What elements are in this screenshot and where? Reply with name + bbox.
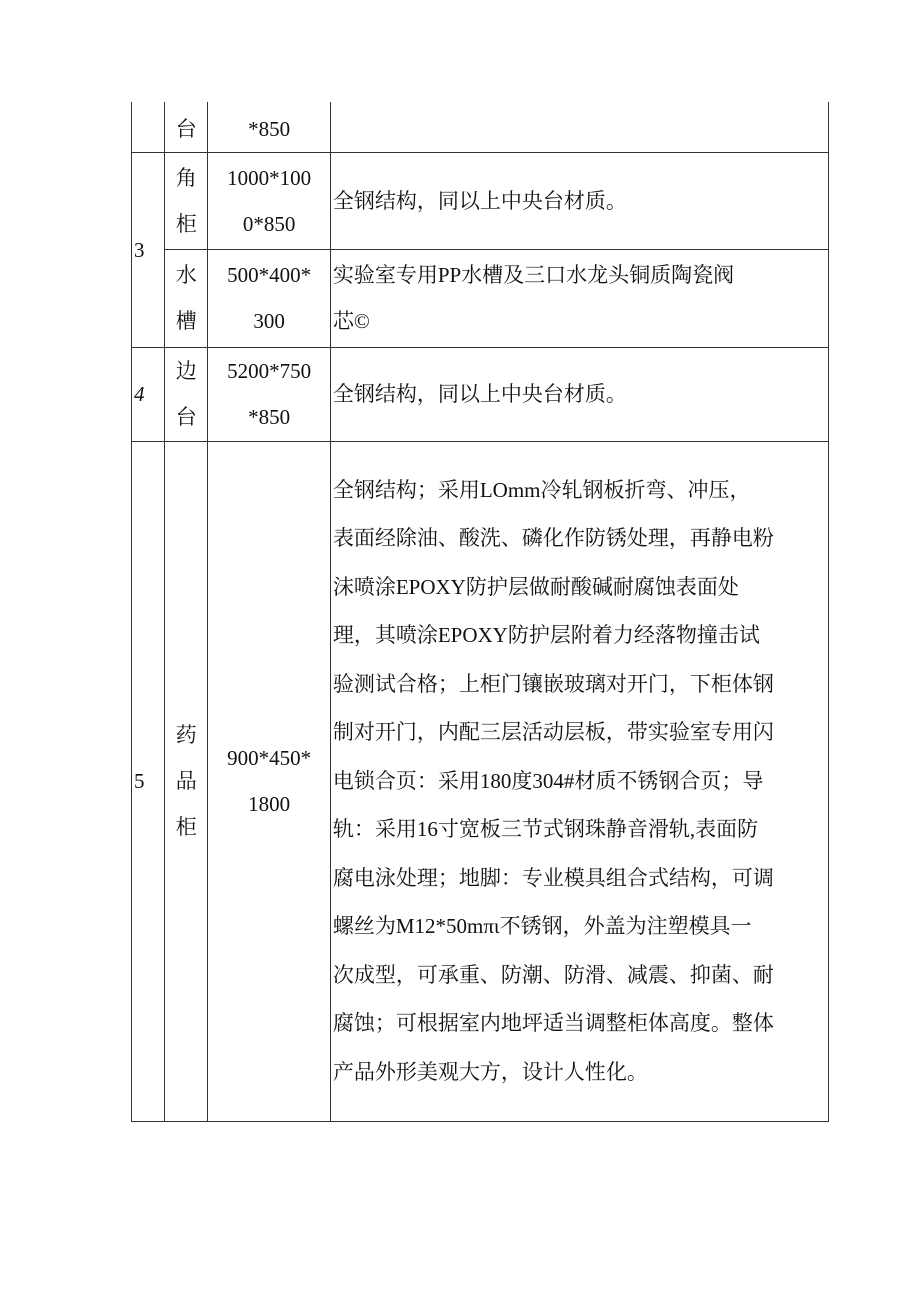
item-desc-line: 制对开门，内配三层活动层板，带实验室专用闪 — [332, 720, 774, 745]
table-row — [132, 152, 829, 249]
item-size-line: 500*400* — [227, 263, 312, 287]
row-number: 5 — [134, 769, 145, 793]
item-desc-line: 沫喷涂EPOXY防护层做耐酸碱耐腐蚀表面处 — [332, 574, 739, 599]
item-size-cell — [208, 347, 331, 441]
row-number-cell — [132, 102, 165, 152]
item-name-line: 槽 — [175, 309, 197, 333]
item-desc-paragraph — [333, 466, 828, 1097]
item-name-line: 台 — [175, 405, 197, 429]
item-size-cell — [208, 249, 331, 347]
item-size-line: 0*850 — [242, 211, 296, 236]
item-size-cell — [208, 441, 331, 1121]
row-number-cell — [132, 152, 165, 347]
spec-table — [131, 102, 829, 1122]
item-desc-cell — [330, 441, 828, 1121]
item-size-line: 1000*100 — [227, 165, 312, 190]
item-size-cell — [208, 152, 331, 249]
item-desc-cell — [330, 102, 828, 152]
item-name-cell — [165, 441, 208, 1121]
row-number-cell — [132, 347, 165, 441]
item-desc-line: 全钢结构，同以上中央台材质。 — [332, 382, 627, 406]
item-desc-line: 表面经除油、酸洗、磷化作防锈处理，再静电粉 — [332, 526, 774, 551]
item-name-line: 药 — [175, 723, 197, 747]
table-row — [132, 102, 829, 152]
item-name-line: 品 — [175, 769, 197, 793]
item-size-line: 1800 — [248, 792, 291, 816]
item-size-line: 5200*750 — [227, 359, 312, 383]
item-name-line: 边 — [175, 359, 197, 383]
item-desc-line: 腐蚀；可根据室内地坪适当调整柜体高度。整体 — [332, 1011, 774, 1036]
item-desc-line: 全钢结构，同以上中央台材质。 — [332, 188, 627, 213]
item-desc-line: 腐电泳处理；地脚：专业模具组合式结构，可调 — [332, 865, 774, 890]
item-desc-line: 次成型，可承重、防潮、防滑、减震、抑菌、耐 — [332, 962, 774, 987]
row-number-cell — [132, 441, 165, 1121]
item-desc-cell — [330, 152, 828, 249]
item-desc-cell — [330, 347, 828, 441]
item-desc-line: 全钢结构；采用LOmm冷轧钢板折弯、冲压， — [332, 477, 751, 502]
item-desc-line: 芯© — [332, 309, 370, 333]
item-name-line: 水 — [175, 263, 197, 287]
item-desc-line: 电锁合页：采用180度304#材质不锈钢合页；导 — [332, 768, 764, 793]
table-row — [132, 441, 829, 1121]
row-number: 4 — [134, 382, 145, 406]
item-size-line: *850 — [248, 116, 291, 141]
table-row — [132, 347, 829, 441]
item-desc-line: 理，其喷涂EPOXY防护层附着力经落物撞击试 — [332, 623, 760, 648]
item-name-cell — [165, 347, 208, 441]
item-desc-line: 实验室专用PP水槽及三口水龙头铜质陶瓷阀 — [332, 263, 735, 287]
item-desc-line: 轨：采用16寸宽板三节式钢珠静音滑轨,表面防 — [332, 817, 759, 842]
item-desc-cell — [330, 249, 828, 347]
item-name-line: 柜 — [175, 815, 197, 839]
item-size-cell — [208, 102, 331, 152]
item-desc-line: 螺丝为M12*50mπι不锈钢，外盖为注塑模具一 — [332, 914, 752, 939]
item-size-line: *850 — [248, 405, 291, 429]
item-size-line: 300 — [253, 309, 285, 333]
item-name-cell — [165, 249, 208, 347]
item-size-line: 900*450* — [227, 746, 312, 770]
item-name-line: 柜 — [175, 211, 197, 236]
item-name-line: 角 — [175, 165, 197, 190]
item-name-cell — [165, 102, 208, 152]
row-number: 3 — [134, 237, 145, 262]
item-name-cell — [165, 152, 208, 249]
item-desc-line: 验测试合格；上柜门镶嵌玻璃对开门，下柜体钢 — [332, 671, 774, 696]
item-desc-line: 产品外形美观大方，设计人性化。 — [332, 1059, 648, 1084]
item-name-line: 台 — [175, 116, 197, 141]
table-row — [132, 249, 829, 347]
